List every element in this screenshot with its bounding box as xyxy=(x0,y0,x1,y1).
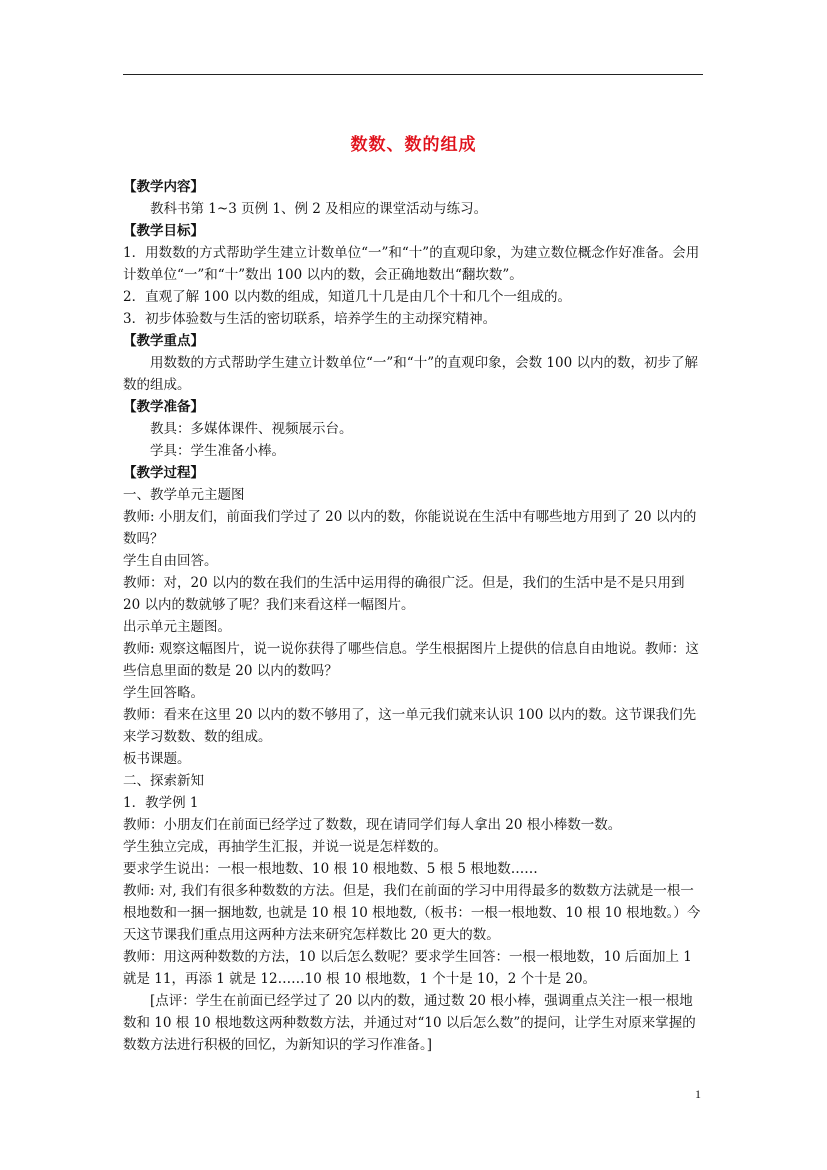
section-heading-process: 【教学过程】 xyxy=(123,465,204,481)
process-paragraph: 教师：看来在这里 20 以内的数不够用了，这一单元我们就来认识 100 以内的数。这节课我们先来学习数数、数的组成。 xyxy=(123,707,697,745)
process-part-title: 二、探索新知 xyxy=(123,773,204,789)
section-heading-content: 【教学内容】 xyxy=(123,179,204,195)
process-paragraph: 学生独立完成，再抽学生汇报，并说一说是怎样数的。 xyxy=(123,839,447,855)
process-paragraph: 教师: 对, 我们有很多种数数的方法。但是，我们在前面的学习中用得最多的数数方法就是一根一根地数和一捆一捆地数, 也就是 10 根 10 根地数,（板书：一根一根地数、10 根 10 根地数。）今天这节课我们重点用这两种方法来研究怎样数比 20 更大的数。 xyxy=(123,883,701,943)
content-text: 教科书第 1~3 页例 1、例 2 及相应的课堂活动与练习。 xyxy=(150,201,488,217)
goal-item: 3．初步体验数与生活的密切联系，培养学生的主动探究精神。 xyxy=(123,311,497,327)
process-paragraph: 学生回答略。 xyxy=(123,685,204,701)
page-number: 1 xyxy=(695,1087,701,1101)
process-paragraph: 教师: 观察这幅图片，说一说你获得了哪些信息。学生根据图片上提供的信息自由地说。教师：这些信息里面的数是 20 以内的数吗？ xyxy=(123,641,699,679)
process-paragraph: 出示单元主题图。 xyxy=(123,619,231,635)
process-paragraph: 要求学生说出：一根一根地数、10 根 10 根地数、5 根 5 根地数…… xyxy=(123,861,538,877)
key-text: 用数数的方式帮助学生建立计数单位“一”和“十”的直观印象，会数 100 以内的数，初步了解数的组成。 xyxy=(123,355,698,393)
section-heading-key: 【教学重点】 xyxy=(123,333,204,349)
document-body xyxy=(123,176,705,1056)
process-part-title: 一、教学单元主题图 xyxy=(123,487,245,503)
goal-item: 1．用数数的方式帮助学生建立计数单位“一”和“十”的直观印象，为建立数位概念作好准备。会用计数单位“一”和“十”数出 100 以内的数，会正确地数出“翻坎数”。 xyxy=(123,245,700,283)
document-title: 数数、数的组成 xyxy=(350,135,477,155)
prep-student: 学具：学生准备小棒。 xyxy=(150,443,285,459)
teacher-comment: [点评：学生在前面已经学过了 20 以内的数，通过数 20 根小棒，强调重点关注一根一根地数和 10 根 10 根地数这两种数数方法，并通过对“10 以后怎么数”的提问，让学生对原来掌握的数数方法进行积极的回忆，为新知识的学习作准备。] xyxy=(123,993,696,1053)
process-subsection-title: 1．教学例 1 xyxy=(123,795,199,811)
section-heading-prep: 【教学准备】 xyxy=(123,399,204,415)
process-paragraph: 教师：小朋友们在前面已经学过了数数，现在请同学们每人拿出 20 根小棒数一数。 xyxy=(123,817,622,833)
goal-item: 2．直观了解 100 以内数的组成，知道几十几是由几个十和几个一组成的。 xyxy=(123,289,571,305)
prep-teacher: 教具：多媒体课件、视频展示台。 xyxy=(150,421,353,437)
process-paragraph: 教师：对，20 以内的数在我们的生活中运用得的确很广泛。但是，我们的生活中是不是只用到 20 以内的数就够了呢？我们来看这样一幅图片。 xyxy=(123,575,685,613)
process-paragraph: 教师：用这两种数数的方法，10 以后怎么数呢？要求学生回答：一根一根地数，10 后面加上 1 就是 11，再添 1 就是 12……10 根 10 根地数，1 个十是 10，2 个十是 20。 xyxy=(123,949,692,987)
section-heading-goals: 【教学目标】 xyxy=(123,223,204,239)
process-paragraph: 板书课题。 xyxy=(123,751,191,767)
process-paragraph: 教师: 小朋友们，前面我们学过了 20 以内的数，你能说说在生活中有哪些地方用到了 20 以内的数吗？ xyxy=(123,509,697,547)
process-paragraph: 学生自由回答。 xyxy=(123,553,218,569)
header-rule xyxy=(123,74,703,75)
